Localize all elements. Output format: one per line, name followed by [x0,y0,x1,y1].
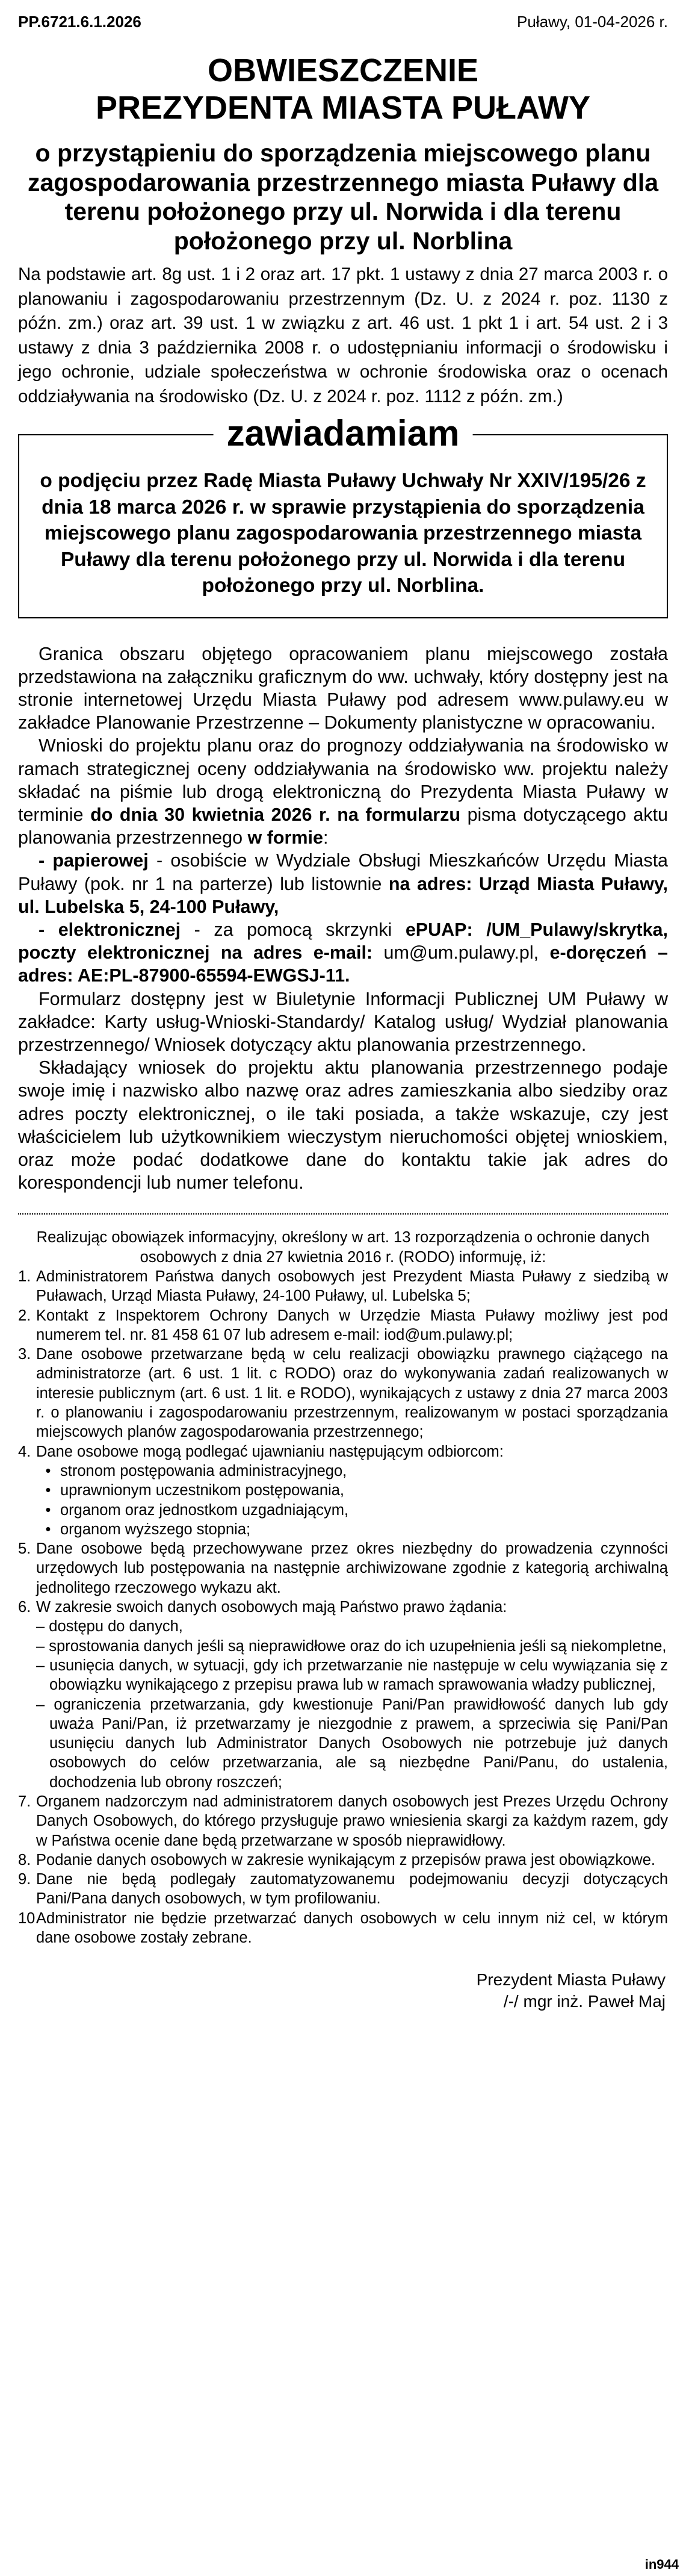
announcement-heading: zawiadamiam [214,411,473,456]
gdpr-item: 10. Administrator nie będzie przetwarzać danych osobowych w celu innym niż cel, w którym dane osobowe zostały zebrane. [18,1909,668,1947]
gdpr-clause [18,1228,668,1947]
signature-name: /-/ mgr inż. Paweł Maj [503,1992,666,2011]
recipients-list [36,1461,668,1539]
notice-title [18,52,668,126]
list-item: • organom wyższego stopnia; [36,1520,668,1539]
gdpr-list [18,1267,668,1947]
notice-subject: o przystąpieniu do sporządzenia miejscowego planu zagospodarowania przestrzennego miasta Puławy dla terenu położonego przy ul. Norwida i dla terenu położonego przy ul. Norblina [27,139,659,255]
paragraph-electronic-form: - elektronicznej - za pomocą skrzynki ePUAP: /UM_Pulawy/skrytka, poczty elektronicznej na adres e-mail: um@um.pulawy.pl, e-doręczeń – adres: AE:PL-87900-65594-EWGSJ-11. [18,919,668,986]
list-item: • organom oraz jednostkom uzgadniającym, [36,1501,668,1520]
signature-block [18,1969,668,2012]
paragraph-submission: Wnioski do projektu planu oraz do prognozy oddziaływania na środowisko w ramach strategicznej oceny oddziaływania na środowisko ww. projektu należy składać na piśmie lub drogą elektroniczną do Prezydenta Miasta Puławy w terminie do dnia 30 kwietnia 2026 r. na formularzu pisma dotyczącego aktu planowania przestrzennego w formie: [18,735,668,848]
gdpr-item: 1. Administratorem Państwa danych osobowych jest Prezydent Miasta Puławy z siedzibą w Puławach, Urząd Miasta Puławy, 24-100 Puławy, ul. Lubelska 5; [18,1268,668,1305]
gdpr-item: 2. Kontakt z Inspektorem Ochrony Danych w Urzędzie Miasta Puławy możliwy jest pod numerem tel. nr. 81 458 61 07 lub adresem e-mail: iod@um.pulawy.pl; [18,1307,668,1343]
bullet-icon: • [45,1520,51,1538]
title-line-2: PREZYDENTA MIASTA PUŁAWY [96,90,590,126]
notice-body [18,642,668,1195]
place-and-date: Puławy, 01-04-2026 r. [517,13,668,31]
gdpr-item: 9. Dane nie będą podlegały zautomatyzowanemu podejmowaniu decyzji dotyczących Pani/Pana danych osobowych, w tym profilowaniu. [18,1871,668,1908]
gdpr-item: 5. Dane osobowe będą przechowywane przez okres niezbędny do prowadzenia czynności urzędowych lub postępowania na następnie archiwizowane zgodnie z kategorią archiwalną jednolitego rzeczowego wykazu akt. [18,1540,668,1596]
reference-number: PP.6721.6.1.2026 [18,13,141,31]
signature-title: Prezydent Miasta Puławy [476,1970,666,1990]
bullet-icon: • [45,1482,51,1499]
paragraph-boundary: Granica obszaru objętego opracowaniem planu miejscowego została przedstawiona na załączniku graficznym do ww. uchwały, który dostępny jest na stronie internetowej Urzędu Miasta Puławy pod adresem www.pulawy.eu w zakładce Planowanie Przestrzenne – Dokumenty planistyczne w opracowaniu. [18,643,668,733]
title-line-1: OBWIESZCZENIE [207,52,478,89]
gdpr-intro: Realizując obowiązek informacyjny, określony w art. 13 rozporządzenia o ochronie danych osobowych z dnia 27 kwietnia 2016 r. (RODO) informuję, iż: [36,1229,650,1266]
list-item: – sprostowania danych jeśli są nieprawidłowe oraz do ich uzupełnienia jeśli są niekompletne, [36,1637,667,1655]
list-item: • stronom postępowania administracyjnego, [36,1461,668,1481]
gdpr-item: 3. Dane osobowe przetwarzane będą w celu realizacji obowiązku prawnego ciążącego na administratorze (art. 6 ust. 1 lit. c RODO) oraz do wykonywania zadań realizowanych w interesie publicznym (art. 6 ust. 1 lit. e RODO), wynikających z ustawy z dnia 27 marca 2003 r. o planowaniu i zagospodarowaniu przestrzennym, realizowanym w postaci sporządzania miejscowych planów zagospodarowania przestrzennego; [18,1346,668,1441]
paragraph-form-location: Formularz dostępny jest w Biuletynie Informacji Publicznej UM Puławy w zakładce: Karty usług-Wnioski-Standardy/ Katalog usług/ Wydział planowania przestrzennego/ Wniosek dotyczący aktu planowania przestrzennego. [18,988,668,1055]
gdpr-item: 7. Organem nadzorczym nad administratorem danych osobowych jest Prezes Urzędu Ochrony Danych Osobowych, do którego przysługuje prawo wniesienia skargi za każdym razem, gdy w Państwa ocenie dane będą przetwarzane w sposób nieprawidłowy. [18,1793,668,1849]
notice-page [18,11,668,2012]
gdpr-item: 4. Dane osobowe mogą podlegać ujawnianiu następującym odbiorcom: • stronom postępowania administracyjnego, • uprawnionym uczestnikom postępowania, • organom oraz jednostkom uzgadniającym, • organom wyższego stopnia; [18,1442,668,1539]
paragraph-applicant-data: Składający wniosek do projektu aktu planowania przestrzennego podaje swoje imię i nazwisko albo nazwę oraz adres zamieszkania albo siedziby oraz adres poczty elektronicznej, o ile taki posiada, a także wskazuje, czy jest właścicielem lub użytkownikiem wieczystym nieruchomości objętej wnioskiem, oraz może podać dodatkowe dane do kontaktu takie jak adres do korespondencji lub numer telefonu. [18,1057,668,1193]
list-item: – dostępu do danych, [36,1618,183,1635]
gdpr-item: 8. Podanie danych osobowych w zakresie wynikającym z przepisów prawa jest obowiązkowe. [18,1851,655,1868]
dotted-separator [18,1213,668,1215]
list-item: – ograniczenia przetwarzania, gdy kwestionuje Pani/Pan prawidłowość danych lub gdy uważa Pani/Pan, iż przetwarzamy je niezgodnie z prawem, a sprzeciwia się Pani/Pan usunięciu danych lub Administrator Danych Osobowych nie potrzebuje już danych osobowych do celów przetwarzania, ale są niezbędne Pani/Panu, do ustalenia, dochodzenia lub obrony roszczeń; [36,1696,668,1791]
bullet-icon: • [45,1462,51,1479]
bullet-icon: • [45,1501,51,1519]
list-item: – usunięcia danych, w sytuacji, gdy ich przetwarzanie nie następuje w celu wywiązania się z obowiązku wynikającego z przepisu prawa lub w ramach sprawowania władzy publicznej, [36,1657,668,1694]
header-line [18,11,668,33]
paragraph-paper-form: - papierowej - osobiście w Wydziale Obsługi Mieszkańców Urzędu Miasta Puławy (pok. nr 1 na parterze) lub listownie na adres: Urząd Miasta Puławy, ul. Lubelska 5, 24-100 Puławy, [18,850,669,917]
announcement-box [18,413,668,618]
legal-basis: Na podstawie art. 8g ust. 1 i 2 oraz art. 17 pkt. 1 ustawy z dnia 27 marca 2003 r. o planowaniu i zagospodarowaniu przestrzennym (Dz. U. z 2024 r. poz. 1130 z późn. zm.) oraz art. 39 ust. 1 w związku z art. 46 ust. 1 pkt 1 i art. 54 ust. 2 i 3 ustawy z dnia 3 października 2008 r. o udostępnianiu informacji o środowisku i jego ochronie, udziale społeczeństwa w ochronie środowiska oraz o ocenach oddziaływania na środowisko (Dz. U. z 2024 r. poz. 1112 z późn. zm.) [18,264,668,406]
gdpr-item: 6. W zakresie swoich danych osobowych mają Państwo prawo żądania: – dostępu do danych, – sprostowania danych jeśli są nieprawidłowe oraz do ich uzupełnienia jeśli są niekompletne, – usunięcia danych, w sytuacji, gdy ich przetwarzanie nie następuje w celu wywiązania się z obowiązku wynikającego z przepisu prawa lub w ramach sprawowania władzy publicznej, – ograniczenia przetwarzania, gdy kwestionuje Pani/Pan prawidłowość danych lub gdy uważa Pani/Pan, iż przetwarzamy je niezgodnie z prawem, a sprzeciwia się Pani/Pan usunięciu danych lub Administrator Danych Osobowych nie potrzebuje już danych osobowych do celów przetwarzania, ale są niezbędne Pani/Panu, do ustalenia, dochodzenia lub obrony roszczeń; [18,1598,668,1792]
rights-list [36,1617,668,1792]
announcement-text: o podjęciu przez Radę Miasta Puławy Uchwały Nr XXIV/195/26 z dnia 18 marca 2026 r. w sprawie przystąpienia do sporządzenia miejscowego planu zagospodarowania przestrzennego miasta Puławy dla terenu położonego przy ul. Norwida i dla terenu położonego przy ul. Norblina. [40,470,646,597]
footer-code: in944 [644,2557,679,2572]
list-item: • uprawnionym uczestnikom postępowania, [36,1481,668,1500]
